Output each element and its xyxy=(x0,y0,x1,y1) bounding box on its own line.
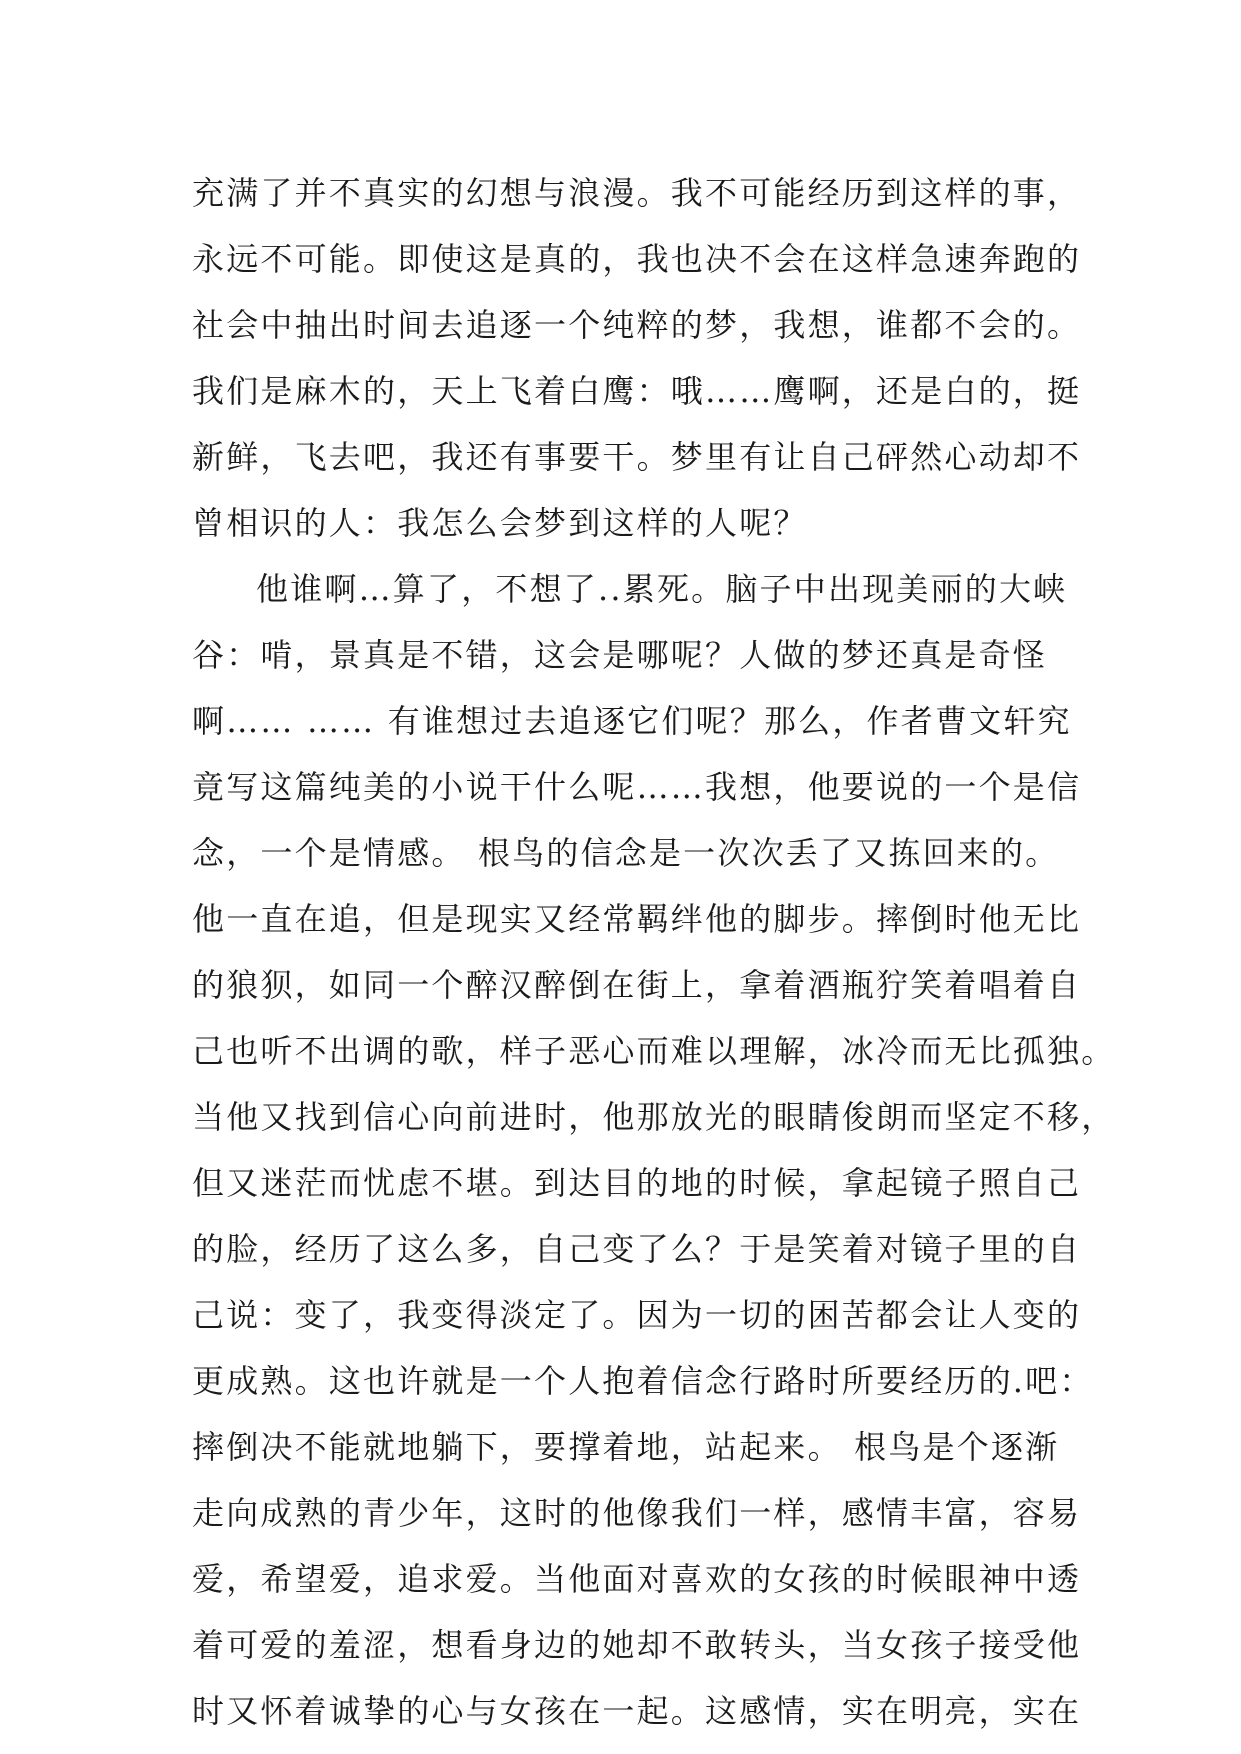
text-line: 当他又找到信心向前进时，他那放光的眼睛俊朗而坚定不移， xyxy=(192,1098,1116,1136)
text-line: 时又怀着诚挚的心与女孩在一起。这感情，实在明亮，实在 xyxy=(192,1692,1082,1730)
text-line: 啊…… …… 有谁想过去追逐它们呢？那么，作者曹文轩究 xyxy=(192,702,1072,740)
document-body xyxy=(192,160,1116,1744)
text-line: 他一直在追，但是现实又经常羁绊他的脚步。摔倒时他无比 xyxy=(192,900,1082,938)
text-line: 念，一个是情感。 根鸟的信念是一次次丢了又拣回来的。 xyxy=(192,834,1060,872)
text-line: 新鲜，飞去吧，我还有事要干。梦里有让自己砰然心动却不 xyxy=(192,438,1082,476)
text-line: 己说：变了，我变得淡定了。因为一切的困苦都会让人变的 xyxy=(192,1296,1082,1334)
text-line: 走向成熟的青少年，这时的他像我们一样，感情丰富，容易 xyxy=(192,1494,1082,1532)
text-line: 的狼狈，如同一个醉汉醉倒在街上，拿着酒瓶狞笑着唱着自 xyxy=(192,966,1082,1004)
text-line: 但又迷茫而忧虑不堪。到达目的地的时候，拿起镜子照自己 xyxy=(192,1164,1082,1202)
text-line: 更成熟。这也许就是一个人抱着信念行路时所要经历的.吧： xyxy=(192,1362,1094,1400)
text-line: 摔倒决不能就地躺下，要撑着地，站起来。 根鸟是个逐渐 xyxy=(192,1428,1060,1466)
text-line: 竟写这篇纯美的小说干什么呢……我想，他要说的一个是信 xyxy=(192,768,1082,806)
text-line: 己也听不出调的歌，样子恶心而难以理解，冰冷而无比孤独。 xyxy=(192,1032,1116,1070)
text-line: 社会中抽出时间去追逐一个纯粹的梦，我想，谁都不会的。 xyxy=(192,306,1082,344)
text-line: 永远不可能。即使这是真的，我也决不会在这样急速奔跑的 xyxy=(192,240,1082,278)
text-line: 谷：啃，景真是不错，这会是哪呢？人做的梦还真是奇怪 xyxy=(192,636,1048,674)
text-line: 充满了并不真实的幻想与浪漫。我不可能经历到这样的事， xyxy=(192,174,1082,212)
text-line: 我们是麻木的，天上飞着白鹰：哦……鹰啊，还是白的，挺 xyxy=(192,372,1082,410)
text-line: 曾相识的人：我怎么会梦到这样的人呢？ xyxy=(192,504,808,542)
text-line: 着可爱的羞涩，想看身边的她却不敢转头，当女孩子接受他 xyxy=(192,1626,1082,1664)
text-line: 爱，希望爱，追求爱。当他面对喜欢的女孩的时候眼神中透 xyxy=(192,1560,1082,1598)
text-line: 的脸，经历了这么多，自己变了么？于是笑着对镜子里的自 xyxy=(192,1230,1082,1268)
paragraph-first-line: 他谁啊…算了，不想了..累死。脑子中出现美丽的大峡 xyxy=(256,570,1068,608)
